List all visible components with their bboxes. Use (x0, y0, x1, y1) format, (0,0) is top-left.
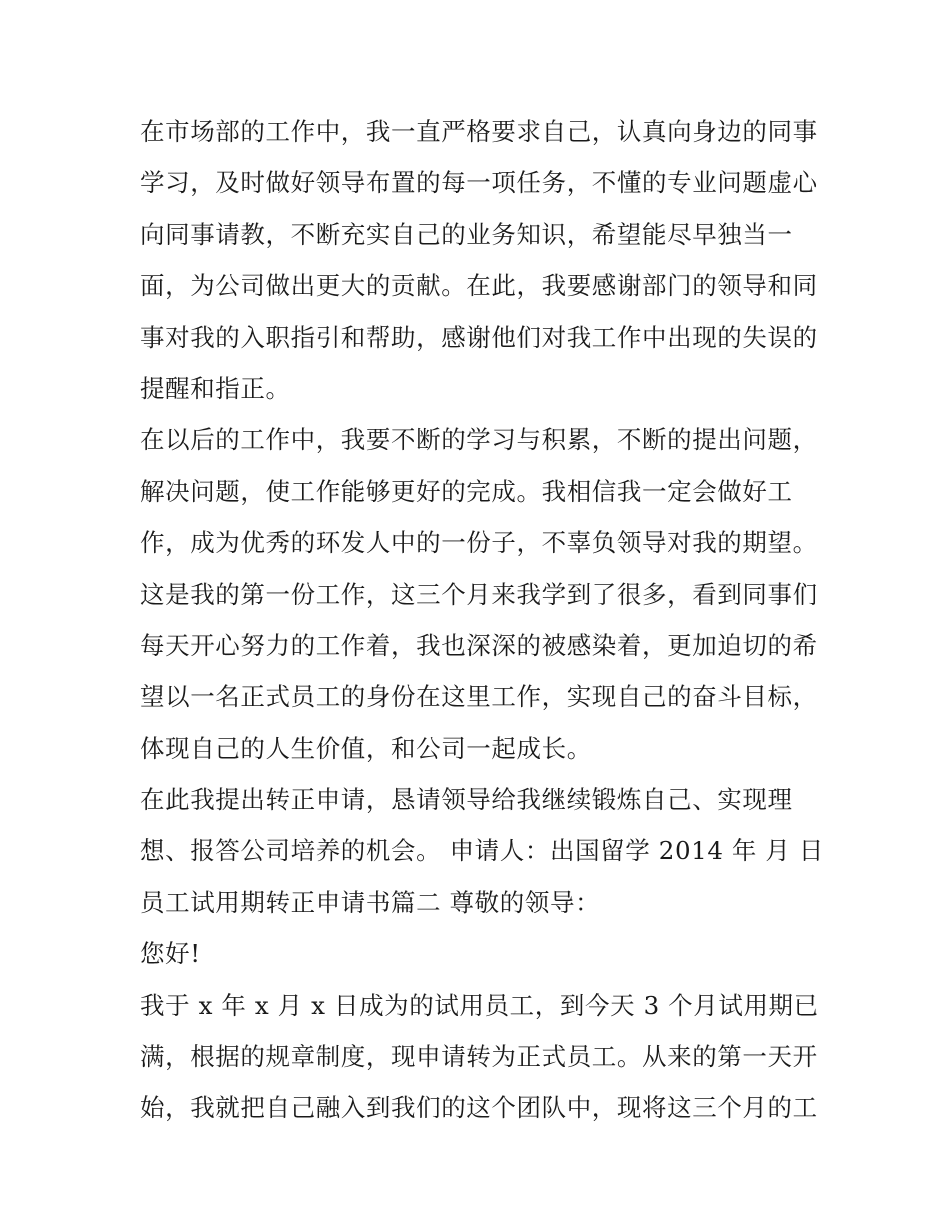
text-line: 我于 x 年 x 月 x 日成为的试用员工，到今天 3 个月试用期已 (140, 990, 819, 1020)
text-line: 面，为公司做出更大的贡献。在此，我要感谢部门的领导和同 (140, 271, 818, 301)
text-line: 这是我的第一份工作，这三个月来我学到了很多，看到同事们 (140, 579, 818, 609)
document-body (140, 106, 824, 1134)
text-line: 体现自己的人生价值，和公司一起成长。 (140, 733, 592, 763)
text-line: 学习，及时做好领导布置的每一项任务，不懂的专业问题虚心 (140, 168, 818, 198)
text-line: 在市场部的工作中，我一直严格要求自己，认真向身边的同事 (140, 117, 818, 146)
text-line: 想、报答公司培养的机会。 申请人：出国留学 2014 年 月 日 (140, 836, 824, 866)
text-line: 事对我的入职指引和帮助，感谢他们对我工作中出现的失误的 (140, 322, 818, 352)
text-line: 作，成为优秀的环发人中的一份子，不辜负领导对我的期望。 (140, 528, 818, 558)
text-line: 您好! (140, 939, 201, 969)
text-line: 望以一名正式员工的身份在这里工作，实现自己的奋斗目标， (140, 682, 818, 712)
text-line: 在以后的工作中，我要不断的学习与积累，不断的提出问题， (140, 425, 818, 455)
text-line: 向同事请教，不断充实自己的业务知识，希望能尽早独当一 (140, 219, 793, 249)
text-line: 始，我就把自己融入到我们的这个团队中，现将这三个月的工 (140, 1093, 818, 1123)
text-line: 每天开心努力的工作着，我也深深的被感染着，更加迫切的希 (140, 630, 818, 660)
text-line: 员工试用期转正申请书篇二 尊敬的领导： (140, 887, 601, 917)
text-line: 解决问题，使工作能够更好的完成。我相信我一定会做好工 (140, 476, 793, 506)
text-line: 在此我提出转正申请，恳请领导给我继续锻炼自己、实现理 (140, 785, 793, 815)
text-line: 提醒和指正。 (140, 373, 291, 403)
text-line: 满，根据的规章制度，现申请转为正式员工。从来的第一天开 (140, 1042, 818, 1072)
